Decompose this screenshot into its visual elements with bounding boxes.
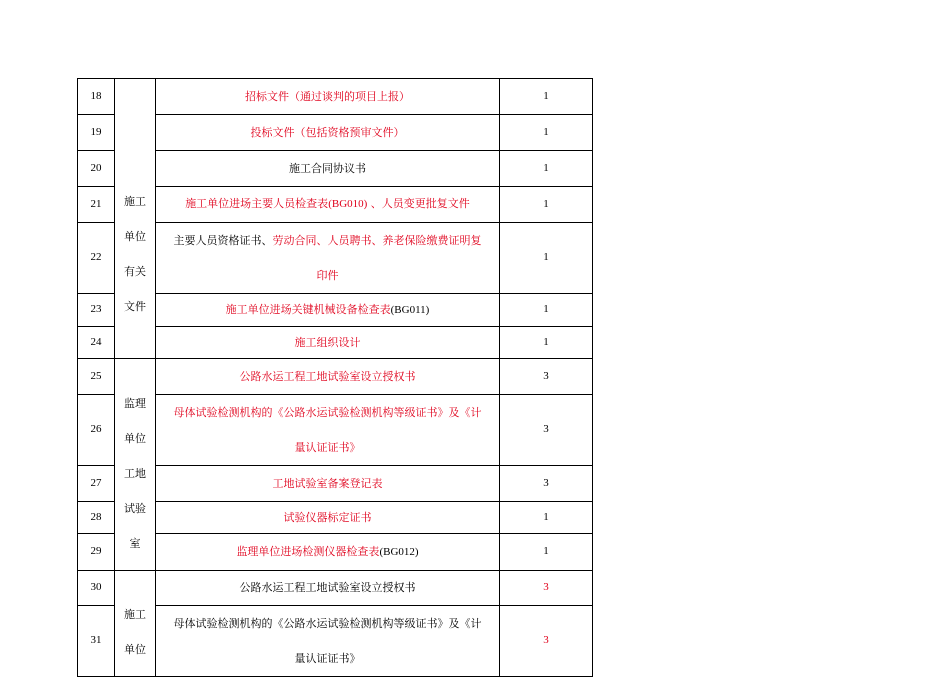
copy-count: 3 [500, 571, 593, 606]
document-name: 施工合同协议书 [156, 151, 500, 187]
row-number: 22 [78, 223, 115, 294]
document-name-part: 印件 [316, 269, 339, 282]
document-name-part: 施工单位进场关键机械设备检查表 [225, 302, 391, 316]
group-label-line: 试验 [124, 502, 146, 515]
row-number: 30 [78, 571, 115, 606]
table-row [78, 151, 593, 187]
table-row [78, 115, 593, 151]
document-name: 公路水运工程工地试验室设立授权书 [156, 359, 500, 395]
group-label-line: 施工 [124, 194, 146, 208]
table-row [78, 327, 593, 359]
document-name: 公路水运工程工地试验室设立授权书 [156, 571, 500, 606]
group-label-line: 单位 [124, 229, 146, 243]
copy-count: 1 [500, 502, 593, 534]
table-row [78, 606, 593, 677]
document-name [156, 187, 500, 223]
copy-count: 3 [500, 359, 593, 395]
document-table [77, 78, 593, 677]
row-number: 24 [78, 327, 115, 359]
document-name: 工地试验室备案登记表 [156, 466, 500, 502]
row-number: 21 [78, 187, 115, 223]
row-number: 18 [78, 79, 115, 115]
document-name-part: 量认证证书》 [294, 652, 361, 665]
copy-count: 1 [500, 534, 593, 571]
copy-count: 1 [500, 327, 593, 359]
document-name [156, 534, 500, 571]
row-number: 26 [78, 395, 115, 466]
document-name: 施工组织设计 [156, 327, 500, 359]
document-name-part: 母体试验检测机构的《公路水运试验检测机构等级证书》及《计 [173, 617, 482, 630]
document-name: 试验仪器标定证书 [156, 502, 500, 534]
group-cell-contractor-lab [115, 571, 156, 677]
row-number: 25 [78, 359, 115, 395]
group-label-line: 有关 [124, 264, 146, 278]
document-name: 招标文件（通过谈判的项目上报） [156, 79, 500, 115]
row-number: 27 [78, 466, 115, 502]
group-label-line: 文件 [124, 299, 146, 313]
group-label-line: 室 [129, 537, 141, 550]
document-name-part: 主要人员资格证书、 [173, 234, 273, 247]
form-code: (BG010) [328, 198, 368, 211]
table-row [78, 359, 593, 395]
row-number: 28 [78, 502, 115, 534]
document-name: 投标文件（包括资格预审文件） [156, 115, 500, 151]
document-name-part: 监理单位进场检测仪器检查表 [236, 544, 380, 558]
table-row [78, 79, 593, 115]
copy-count: 1 [500, 79, 593, 115]
group-label-line: 单位 [124, 432, 146, 445]
copy-count: 1 [500, 223, 593, 294]
copy-count: 1 [500, 115, 593, 151]
copy-count: 1 [500, 151, 593, 187]
document-name-part: 劳动合同、人员聘书、养老保险缴费证明复 [272, 234, 482, 247]
document-name-part: 施工单位进场主要人员检查表 [185, 197, 329, 211]
group-label-line: 施工 [124, 608, 146, 621]
document-name-part: 量认证证书》 [294, 441, 361, 454]
group-cell-supervisor-lab [115, 359, 156, 571]
form-code: (BG012) [379, 545, 419, 558]
table-row [78, 395, 593, 466]
group-label-line: 单位 [124, 643, 146, 656]
table-row [78, 502, 593, 534]
group-label-line: 监理 [124, 397, 146, 410]
copy-count: 1 [500, 294, 593, 327]
row-number: 31 [78, 606, 115, 677]
table-row [78, 223, 593, 294]
copy-count: 1 [500, 187, 593, 223]
table-row [78, 187, 593, 223]
table-row [78, 466, 593, 502]
document-name-part: 母体试验检测机构的《公路水运试验检测机构等级证书》及《计 [173, 406, 482, 419]
form-code: (BG011) [390, 303, 430, 316]
copy-count: 3 [500, 466, 593, 502]
document-name [156, 294, 500, 327]
copy-count: 3 [500, 606, 593, 677]
document-name [156, 223, 500, 294]
row-number: 19 [78, 115, 115, 151]
row-number: 29 [78, 534, 115, 571]
document-name [156, 606, 500, 677]
document-name-part: 、人员变更批复文件 [367, 197, 470, 211]
table-row [78, 571, 593, 606]
document-name [156, 395, 500, 466]
table-row [78, 534, 593, 571]
group-label-line: 工地 [124, 467, 146, 480]
table-row [78, 294, 593, 327]
row-number: 20 [78, 151, 115, 187]
row-number: 23 [78, 294, 115, 327]
group-cell-contractor-documents [115, 79, 156, 359]
copy-count: 3 [500, 395, 593, 466]
